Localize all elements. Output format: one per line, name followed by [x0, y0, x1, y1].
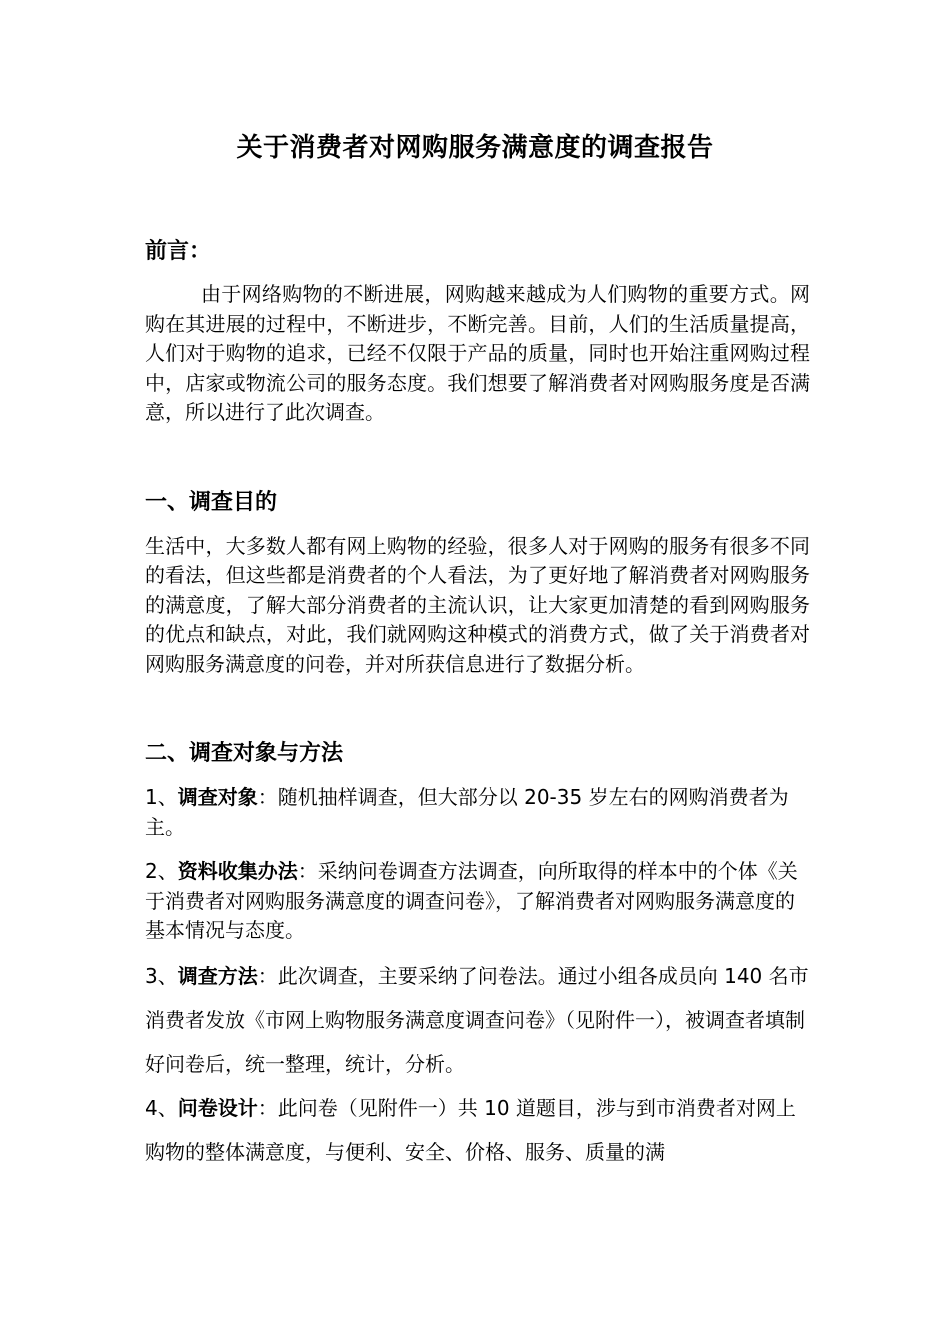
- section-1-paragraph: 生活中，大多数人都有网上购物的经验，很多人对于网购的服务有很多不同的看法，但这些都是消费者的个人看法，为了更好地了解消费者对网购服务的满意度，了解大部分消费者的主流认识，让大家更加清楚的看到网购服务的优点和缺点，对此，我们就网购这种模式的消费方式，做了关于消费者对网购服务满意度的问卷，并对所获信息进行了数据分析。: [145, 533, 810, 676]
- preface-paragraph: 由于网络购物的不断进展，网购越来越成为人们购物的重要方式。网购在其进展的过程中，不断进步，不断完善。目前，人们的生活质量提高，人们对于购物的追求，已经不仅限于产品的质量，同时也开始注重网购过程中，店家或物流公司的服务态度。我们想要了解消费者对网购服务度是否满意，所以进行了此次调查。: [145, 282, 810, 424]
- method-item-separator: ：: [297, 859, 318, 883]
- method-item-number: 3、: [145, 963, 178, 988]
- method-item-text: 此问卷（见附件一）共 10 道题目，涉与到市消费者对网上购物的整体满意度，与便利、安全、价格、服务、质量的满: [145, 1095, 796, 1164]
- method-item-2: [145, 857, 810, 946]
- method-item-label: 资料收集办法: [177, 859, 298, 883]
- method-item-separator: ：: [257, 963, 278, 988]
- method-item-4: [145, 1086, 810, 1174]
- section-2-heading: 二、调查对象与方法: [145, 741, 344, 766]
- section-1-heading: 一、调查目的: [145, 489, 278, 515]
- method-item-number: 2、: [145, 859, 178, 883]
- document-content: [145, 128, 810, 1174]
- method-item-number: 4、: [145, 1095, 178, 1120]
- method-item-1: [145, 783, 810, 842]
- preface-heading: 前言：: [145, 239, 212, 264]
- method-item-3: [145, 954, 810, 1086]
- method-item-separator: ：: [257, 785, 278, 809]
- method-item-label: 调查对象: [177, 785, 258, 809]
- document-title: 关于消费者对网购服务满意度的调查报告: [236, 133, 714, 163]
- method-item-text: 随机抽样调查，但大部分以 20-35 岁左右的网购消费者为主。: [145, 785, 789, 839]
- method-item-label: 调查方法: [177, 963, 258, 988]
- method-item-label: 问卷设计: [177, 1095, 258, 1120]
- method-item-text: 采纳问卷调查方法调查，向所取得的样本中的个体《关于消费者对网购服务满意度的调查问卷》，了解消费者对网购服务满意度的基本情况与态度。: [145, 859, 798, 942]
- method-item-separator: ：: [257, 1095, 278, 1120]
- method-item-number: 1、: [145, 785, 178, 809]
- method-item-text: 此次调查，主要采纳了问卷法。通过小组各成员向 140 名市消费者发放《市网上购物服务满意度调查问卷》（见附件一），被调查者填制好问卷后，统一整理，统计，分析。: [145, 963, 809, 1076]
